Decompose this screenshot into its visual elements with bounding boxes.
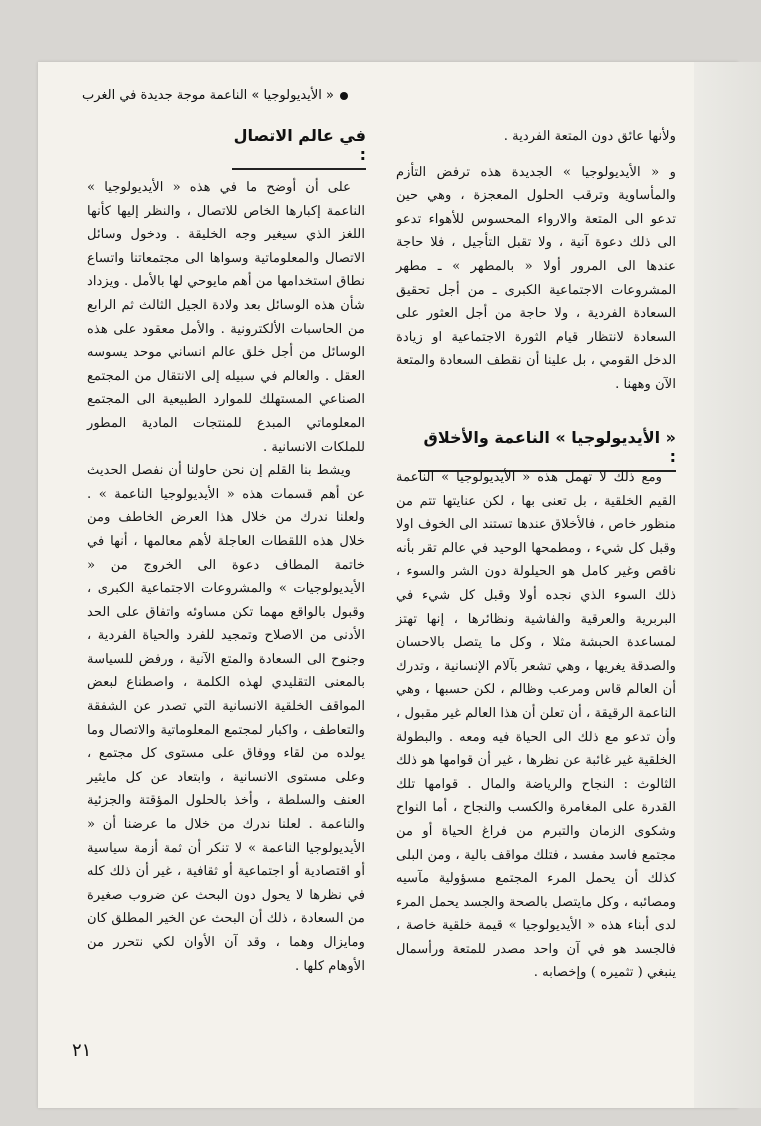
- paragraph: ومع ذلك لا تهمل هذه « الأيديولوجيا » الناعمة القيم الخلقية ، بل تعنى بها ، لكن عنايتها تتم من منظور خاص ، فالأخلاق عندها تستند الى الخوف اولا وقبل كل شيء ، ومطمحها الوحيد في عالم تقر بأنه ناقص وغير كامل هو الحيلولة دون الشر والسوء ، ذلك السوء الذي نجده أولا وقبل كل شيء في البربرية والعرقية والفاشية ونظائرها ، إنها تهتز لمساعدة الحبشة مثلا ، وكل ما يتصل بالاحسان والصدقة يغريها ، وهي تشعر بآلام الإنسانية ، وتدرك أن العالم قاس ومرعب وظالم ، لكن حسبها ، وهي الناعمة الرقيقة ، أن تعلن أن هذا العالم غير مقبول ، وأن تدعو مع ذلك الى الحياة فيه ومعه . والبطولة الخلقية غير غائبة عن نظرها ، غير أن قوامها هو ذلك الثالوث : النجاح والرياضة والمال . قوامها تلك القدرة على المغامرة والكسب والنجاح ، أما النواح وشكوى الزمان والتبرم من فراغ الحياة أو من مجتمع فاسد مفسد ، فتلك مواقف بالية ، ومن البلى كذلك أن يحمل المرء المجتمع مسؤولية مآسيه ومصائبه ، وكل مايتصل بالصحة والجسد يحمل المرء لدى أبناء هذه « الأيديولوجيا » قيمة خلقية خاصة ، فالجسد هو في آن واحد مصدر للمتعة ورأسمال ينبغي ( تثميره ) وإخصابه .: [396, 470, 676, 981]
- section-heading-communication: في عالم الاتصال :: [232, 126, 366, 170]
- left-column: [87, 176, 365, 978]
- right-column-continued: [396, 466, 676, 985]
- bullet-icon: [340, 92, 348, 100]
- paragraph: و « الأيديولوجيا » الجديدة هذه ترفض التأزم والمأساوية وترقب الحلول المعجزة ، وهي حين تدعو الى المتعة والارواء المحسوس للأهواء تدعو الى ذلك دعوة آنية ، ولا تقبل التأجيل ، فلا حاجة عندها الى المرور أولا « بالمطهر » ـ مطهر المشروعات الاجتماعية الكبرى ـ من أجل تحقيق السعادة الفردية ، ولا حاجة من أجل العثور على السعادة لانتظار قيام الثورة الاجتماعية او زيادة الدخل القومي ، بل علينا أن نقطف السعادة والمتعة الآن وههنا .: [396, 164, 676, 392]
- intro-line: ولأنها عائق دون المتعة الفردية .: [503, 129, 676, 144]
- paragraph: على أن أوضح ما في هذه « الأيديولوجيا » الناعمة إكبارها الخاص للاتصال ، والنظر إليها كأنها اللغز الذي سيغير وجه الخليقة . ودخول وسائل الاتصال والمعلوماتية وسواها الى مجتمعاتنا واتساع نطاق استخدامها من أهم مايوحي لها بالأمل . ويزداد شأن هذه الوسائل بعد ولادة الجيل الثالث ثم الرابع من الحاسبات الألكترونية . والأمل معقود على هذه الوسائل من أجل خلق عالم انساني موحد يسوسه العقل . والعالم في سبيله إلى الانتقال من المجتمع الصناعي المستهلك للموارد الطبيعية الى المجتمع المعلوماتي المبدع للمنتجات المادية المطور للملكات الانسانية .: [87, 180, 365, 455]
- page-gutter: [694, 62, 761, 1108]
- running-header: [81, 88, 348, 103]
- section-heading-ethics: « الأيديولوجيا » الناعمة والأخلاق :: [418, 428, 676, 472]
- page-number: ٢١: [72, 1040, 92, 1061]
- right-column: [396, 125, 676, 397]
- paragraph: ويشط بنا القلم إن نحن حاولنا أن نفصل الحديث عن أهم قسمات هذه « الأيديولوجيا الناعمة » . ولعلنا ندرك من خلال هذا العرض الخاطف ومن خلال هذه اللقطات العاجلة لأهم معالمها ، أنها في خاتمة المطاف دعوة الى الخروج من « الأيديولوجيات » والمشروعات الاجتماعية الكبرى ، وقبول بالواقع مهما تكن مساوئه واتفاق على الحد الأدنى من الاصلاح وتمجيد للفرد والحياة الفردية ، وجنوح الى السعادة والمتع الآنية ، ورفض للسياسة بالمعنى التقليدي لهذه الكلمة ، واصطناع لبعض المواقف الخلقية الانسانية التي تصدر عن الشفقة والتعاطف ، واكبار لمجتمع المعلوماتية والاتصال وما يولده من لقاء ووفاق على مستوى كل مجتمع ، وعلى مستوى الانسانية ، وابتعاد عن كل مايثير العنف والسلطة ، وأخذ بالحلول المؤقتة والجزئية والناعمة . لعلنا ندرك من خلال ما عرضنا أن « الأيديولوجيا الناعمة » لا تنكر أن ثمة أزمة سياسية أو اقتصادية أو اجتماعية أو ثقافية ، غير أن ذلك كله في نظرها لا يحول دون البحث عن ضروب صغيرة من السعادة ، ذلك أن البحث عن الخير المطلق كان ومايزال وهما ، وقد آن الأوان لكي نتحرر من الأوهام كلها .: [87, 463, 365, 974]
- running-title: « الأيديولوجيا » الناعمة موجة جديدة في الغرب: [81, 88, 334, 103]
